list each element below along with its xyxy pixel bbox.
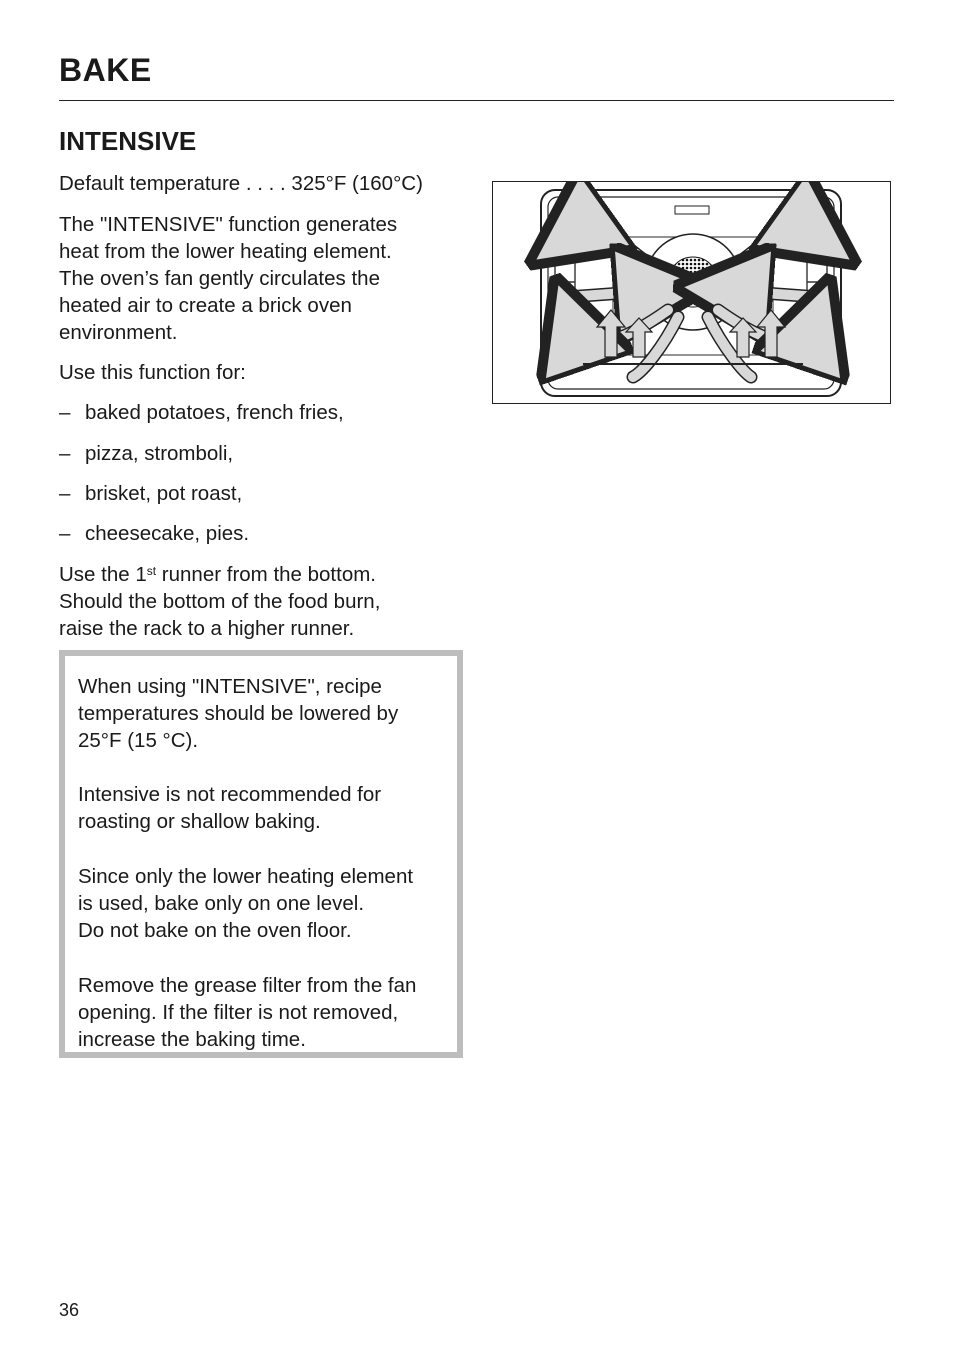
oven-cavity-icon (493, 182, 890, 403)
bullet-dash: – (59, 522, 71, 545)
description-line: environment. (59, 321, 178, 344)
list-item (59, 399, 344, 426)
page-number: 36 (59, 1300, 80, 1320)
note-line: Intensive is not recommended for (78, 783, 382, 806)
note-line: is used, bake only on one level. (78, 892, 365, 915)
oven-airflow-diagram (492, 181, 891, 404)
note-line: When using "INTENSIVE", recipe (78, 675, 382, 698)
runner-instructions (59, 561, 479, 642)
title-rule (59, 100, 894, 101)
runner-line: Should the bottom of the food burn, (59, 590, 381, 613)
section-heading: INTENSIVE (59, 126, 197, 156)
list-item (59, 520, 249, 547)
note-paragraph (78, 972, 458, 1053)
list-item-text: pizza, stromboli, (85, 442, 234, 465)
list-item (59, 480, 242, 507)
ordinal-suffix: st (146, 564, 157, 578)
note-line: Remove the grease filter from the fan (78, 974, 417, 997)
description-line: heat from the lower heating element. (59, 240, 392, 263)
runner-text: Use the 1 (59, 563, 147, 586)
note-paragraph (78, 673, 458, 754)
note-paragraph (78, 863, 458, 944)
note-line: increase the baking time. (78, 1028, 306, 1051)
runner-line (59, 561, 479, 588)
page-title: BAKE (59, 52, 152, 88)
bullet-dash: – (59, 401, 71, 424)
description-line: The oven’s fan gently circulates the (59, 267, 380, 290)
description (59, 211, 479, 346)
bullet-dash: – (59, 442, 71, 465)
runner-line: raise the rack to a higher runner. (59, 617, 355, 640)
use-for-intro: Use this function for: (59, 361, 246, 384)
note-line: 25°F (15 °C). (78, 729, 199, 752)
description-line: heated air to create a brick oven (59, 294, 352, 317)
description-line: The "INTENSIVE" function generates (59, 213, 398, 236)
list-item-text: brisket, pot roast, (85, 482, 243, 505)
note-line: opening. If the filter is not removed, (78, 1001, 399, 1024)
note-line: Do not bake on the oven floor. (78, 919, 352, 942)
note-box (59, 650, 463, 1058)
note-line: temperatures should be lowered by (78, 702, 399, 725)
list-item (59, 440, 233, 467)
default-temperature: Default temperature . . . . 325°F (160°C) (59, 172, 423, 195)
runner-text: runner from the bottom. (156, 563, 376, 586)
note-line: roasting or shallow baking. (78, 810, 321, 833)
note-line: Since only the lower heating element (78, 865, 414, 888)
list-item-text: baked potatoes, french fries, (85, 401, 344, 424)
note-paragraph (78, 781, 458, 835)
bullet-dash: – (59, 482, 71, 505)
list-item-text: cheesecake, pies. (85, 522, 250, 545)
